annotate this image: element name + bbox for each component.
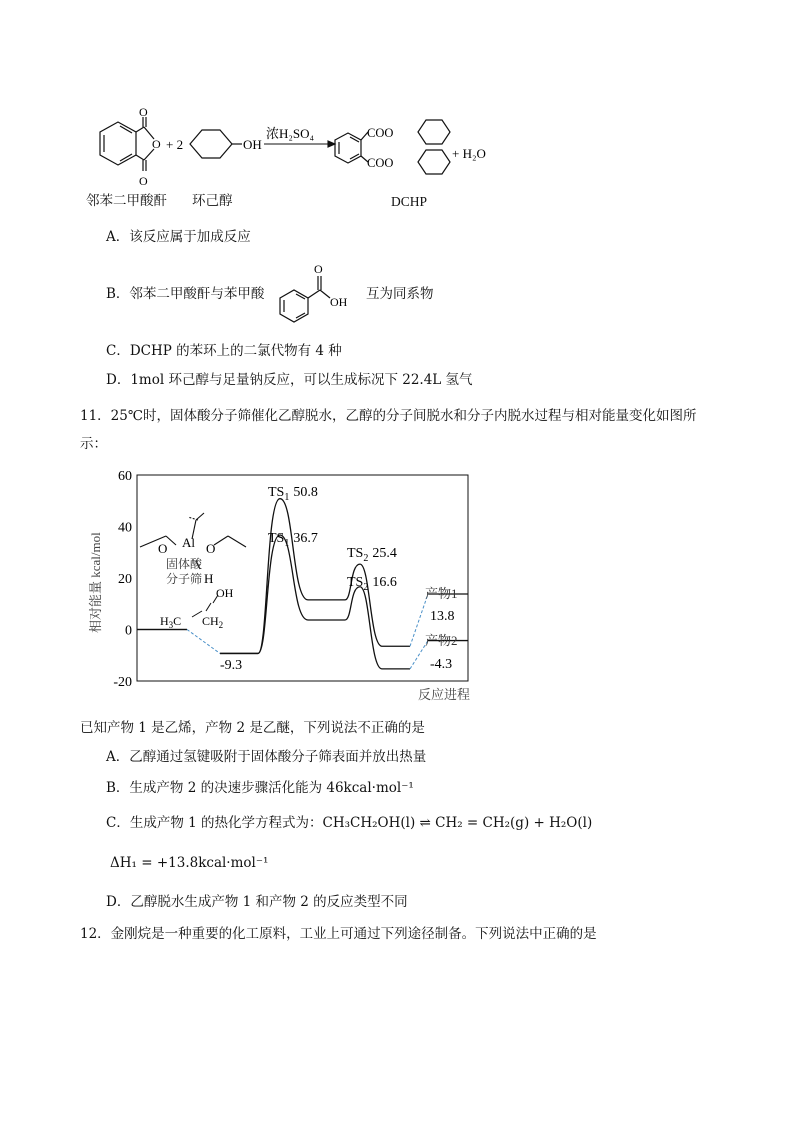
y-tick-label: -20 (113, 675, 132, 690)
reaction-arrow (264, 141, 335, 147)
hydroxyl: OH (243, 137, 262, 152)
energy-profile-chart (80, 465, 500, 705)
cyclohexanol-label: 环己醇 (192, 193, 233, 209)
inset-oh: OH (216, 586, 234, 600)
inset-catalyst-line2: 分子筛 (166, 572, 203, 586)
ts2-low-label: $TS_2$ 16.6 (347, 575, 397, 593)
anhydride-structure (100, 117, 154, 171)
q10-option-c: C．DCHP 的苯环上的二氯代物有 4 种 (106, 343, 342, 359)
inset-ch2: $CH_2$ (202, 614, 224, 630)
ester-group-1: COO (367, 126, 394, 140)
inset-o-left: O (158, 541, 168, 556)
q12-stem: 12．金刚烷是一种重要的化工原料，工业上可通过下列途径制备。下列说法中正确的是 (80, 926, 597, 942)
ring-o: O (152, 137, 161, 151)
cyclohexanol-structure (190, 130, 242, 158)
adsorption-connector (187, 630, 220, 654)
inset-o-right: O (206, 541, 216, 556)
q10-option-b-post: 互为同系物 (366, 286, 434, 302)
y-tick-label: 40 (118, 520, 132, 536)
y-tick-label: 0 (125, 623, 132, 639)
q11-stem-line2: 示： (80, 436, 107, 452)
product1-value: 13.8 (430, 609, 455, 624)
q11-stem-line1: 11．25℃时，固体酸分子筛催化乙醇脱水，乙醇的分子间脱水和分子内脱水过程与相对能量变化如图所 (80, 408, 697, 424)
benzoic-acid-structure (272, 258, 367, 328)
q11-option-c: C．生成产物 1 的热化学方程式为：CH₃CH₂OH(l) ⇌ CH₂ = CH₂(g) + H₂O(l) (106, 815, 593, 831)
x-axis-label: 反应进程 (418, 687, 471, 702)
benzoic-oh: OH (330, 295, 348, 309)
carbonyl-o-top: O (139, 105, 148, 119)
y-tick-label: 60 (118, 469, 132, 484)
y-axis-label: 相对能量 kcal/mol (88, 532, 103, 633)
anhydride-label: 邻苯二甲酸酐 (86, 193, 167, 209)
y-tick-label: 20 (118, 572, 132, 587)
inset-h3c: $H_3C$ (160, 614, 182, 630)
inset-catalyst-line1: 固体酸 (166, 557, 203, 571)
q11-option-d: D．乙醇脱水生成产物 1 和产物 2 的反应类型不同 (106, 894, 408, 910)
q10-option-d: D．1mol 环己醇与足量钠反应，可以生成标况下 22.4L 氢气 (106, 372, 473, 388)
q11-known-condition: 已知产物 1 是乙烯，产物 2 是乙醚，下列说法不正确的是 (80, 720, 425, 736)
carbonyl-o-bottom: O (139, 174, 148, 188)
ts1-low-label: $TS_1$ 36.7 (268, 531, 318, 549)
condition-label: 浓H₂SO₄ (266, 126, 315, 141)
coefficient: + 2 (166, 137, 184, 152)
adsorption-value-label: -9.3 (220, 658, 243, 673)
q11-option-a: A．乙醇通过氢键吸附于固体酸分子筛表面并放出热量 (106, 749, 427, 765)
q11-option-c-enthalpy: ΔH₁ = +13.8kcal·mol⁻¹ (110, 855, 269, 871)
energy-curve-2 (137, 535, 410, 669)
ts1-high-label: $TS_1$ 50.8 (268, 485, 318, 503)
q11-option-b: B．生成产物 2 的决速步骤活化能为 46kcal·mol⁻¹ (106, 780, 414, 796)
inset-h: H (204, 571, 214, 586)
benzoic-o: O (314, 262, 323, 276)
ester-group-2: COO (367, 156, 394, 170)
aluminium-atom: Al (182, 535, 195, 550)
product1-label: 产物1 (425, 586, 458, 601)
ts2-high-label: $TS_2$ 25.4 (347, 546, 397, 564)
product2-label: 产物2 (425, 633, 458, 648)
water-product: + H₂O (452, 146, 486, 161)
q10-option-a: A．该反应属于加成反应 (106, 229, 251, 245)
product2-value: -4.3 (430, 657, 453, 672)
q10-option-b-pre: B．邻苯二甲酸酐与苯甲酸 (106, 286, 265, 302)
dchp-label: DCHP (391, 194, 428, 209)
